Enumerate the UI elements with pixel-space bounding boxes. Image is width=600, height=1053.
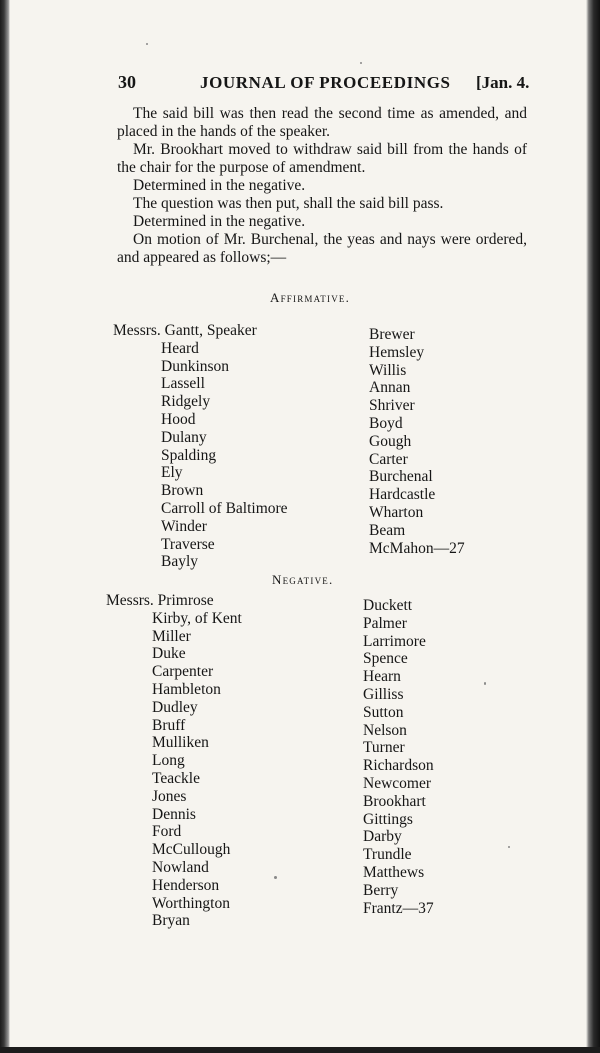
member-name: Traverse bbox=[161, 535, 215, 553]
member-name: Duckett bbox=[363, 597, 413, 614]
paper-speck bbox=[484, 682, 486, 685]
member-name: Wharton bbox=[369, 503, 424, 521]
paper-speck bbox=[146, 43, 148, 45]
member-name: Carroll of Baltimore bbox=[161, 499, 288, 517]
member-name: Matthews bbox=[363, 863, 425, 881]
member-name: Miller bbox=[152, 627, 191, 645]
member-name: Dulany bbox=[161, 428, 207, 446]
messrs-prefix: Messrs. bbox=[113, 322, 161, 339]
member-name: Sutton bbox=[363, 703, 404, 721]
member-name: Boyd bbox=[369, 414, 403, 432]
member-name: Gough bbox=[369, 432, 412, 450]
paragraph: On motion of Mr. Burchenal, the yeas and nays were ordered, and appeared as follows;— bbox=[117, 231, 527, 266]
page-number: 30 bbox=[118, 72, 136, 92]
member-name: Dennis bbox=[152, 805, 196, 823]
member-name: Burchenal bbox=[369, 468, 433, 486]
messrs-prefix: Messrs. bbox=[106, 592, 154, 609]
member-name: Turner bbox=[363, 739, 405, 757]
running-date: [Jan. 4. bbox=[476, 73, 530, 92]
member-name: Annan bbox=[369, 379, 411, 397]
member-name: Lassell bbox=[161, 375, 205, 393]
paragraph: Determined in the negative. bbox=[133, 177, 306, 194]
member-name: Hood bbox=[161, 410, 196, 428]
member-name: Bryan bbox=[152, 912, 190, 930]
proceedings-text bbox=[117, 105, 527, 267]
running-header bbox=[0, 72, 600, 96]
affirmative-right-column bbox=[369, 326, 465, 557]
vote-row bbox=[106, 592, 242, 610]
member-name: Newcomer bbox=[363, 774, 431, 792]
member-name: Hearn bbox=[363, 668, 401, 686]
left-binding-edge bbox=[0, 0, 10, 1053]
member-name: Teackle bbox=[152, 769, 200, 787]
member-name: Bruff bbox=[152, 716, 186, 734]
member-name: Carpenter bbox=[152, 663, 214, 681]
paragraph: The question was then put, shall the said bill pass. bbox=[133, 195, 444, 212]
paragraph: The said bill was then read the second time as amended, and placed in the hands of the speaker. bbox=[117, 105, 527, 140]
member-name: Brown bbox=[161, 482, 204, 500]
paper-speck bbox=[360, 62, 362, 64]
affirmative-left-column bbox=[113, 322, 288, 571]
right-page-edge bbox=[586, 0, 600, 1053]
running-title: JOURNAL OF PROCEEDINGS bbox=[200, 73, 451, 92]
paragraph: Mr. Brookhart moved to withdraw said bill from the hands of the chair for the purpose of amendment. bbox=[117, 141, 527, 176]
member-name: Ridgely bbox=[161, 393, 211, 411]
member-name: Dunkinson bbox=[161, 357, 230, 375]
member-name: Jones bbox=[152, 787, 187, 805]
member-name: Darby bbox=[363, 828, 402, 846]
member-name: Spence bbox=[363, 650, 408, 668]
bottom-edge bbox=[0, 1047, 600, 1053]
paper-speck bbox=[508, 846, 510, 848]
member-name: Larrimore bbox=[363, 632, 426, 650]
member-name: Trundle bbox=[363, 846, 412, 864]
member-name: Spalding bbox=[161, 446, 217, 464]
paper-speck bbox=[274, 876, 277, 879]
member-name: Gantt, Speaker bbox=[164, 322, 257, 339]
affirmative-heading: Affirmative. bbox=[270, 290, 351, 305]
paragraph: Determined in the negative. bbox=[133, 213, 306, 230]
member-name: Henderson bbox=[152, 876, 220, 894]
member-name: Long bbox=[152, 752, 185, 770]
negative-right-column bbox=[363, 597, 434, 917]
member-name: Kirby, of Kent bbox=[152, 609, 242, 627]
member-name: Berry bbox=[363, 881, 399, 899]
member-name: Carter bbox=[369, 450, 408, 468]
member-name: Willis bbox=[369, 361, 407, 379]
member-name: Dudley bbox=[152, 698, 198, 716]
member-name: Heard bbox=[161, 339, 199, 357]
member-name: Hambleton bbox=[152, 680, 221, 698]
member-name: Bayly bbox=[161, 553, 199, 571]
member-name: Brookhart bbox=[363, 792, 426, 810]
member-name: Winder bbox=[161, 517, 207, 535]
member-name: Nowland bbox=[152, 858, 209, 876]
member-name: Duke bbox=[152, 645, 186, 663]
member-name: McMahon—27 bbox=[369, 539, 465, 557]
member-name: Palmer bbox=[363, 614, 407, 632]
member-name: Shriver bbox=[369, 397, 415, 415]
member-name: Hardcastle bbox=[369, 486, 436, 504]
member-name: Beam bbox=[369, 521, 406, 539]
member-name: Mulliken bbox=[152, 734, 209, 752]
member-name: Ely bbox=[161, 464, 183, 482]
member-name: Hemsley bbox=[369, 343, 425, 361]
negative-heading: Negative. bbox=[272, 572, 334, 587]
member-name: Gittings bbox=[363, 810, 413, 828]
member-name: Worthington bbox=[152, 894, 230, 912]
negative-left-column bbox=[106, 592, 242, 930]
member-name: Nelson bbox=[363, 721, 407, 739]
member-name: Gilliss bbox=[363, 685, 404, 703]
member-name: Frantz—37 bbox=[363, 899, 434, 917]
member-name: McCullough bbox=[152, 841, 231, 859]
vote-row bbox=[113, 322, 288, 340]
member-name: Primrose bbox=[157, 592, 214, 609]
member-name: Ford bbox=[152, 823, 182, 841]
member-name: Brewer bbox=[369, 326, 415, 343]
member-name: Richardson bbox=[363, 757, 434, 775]
